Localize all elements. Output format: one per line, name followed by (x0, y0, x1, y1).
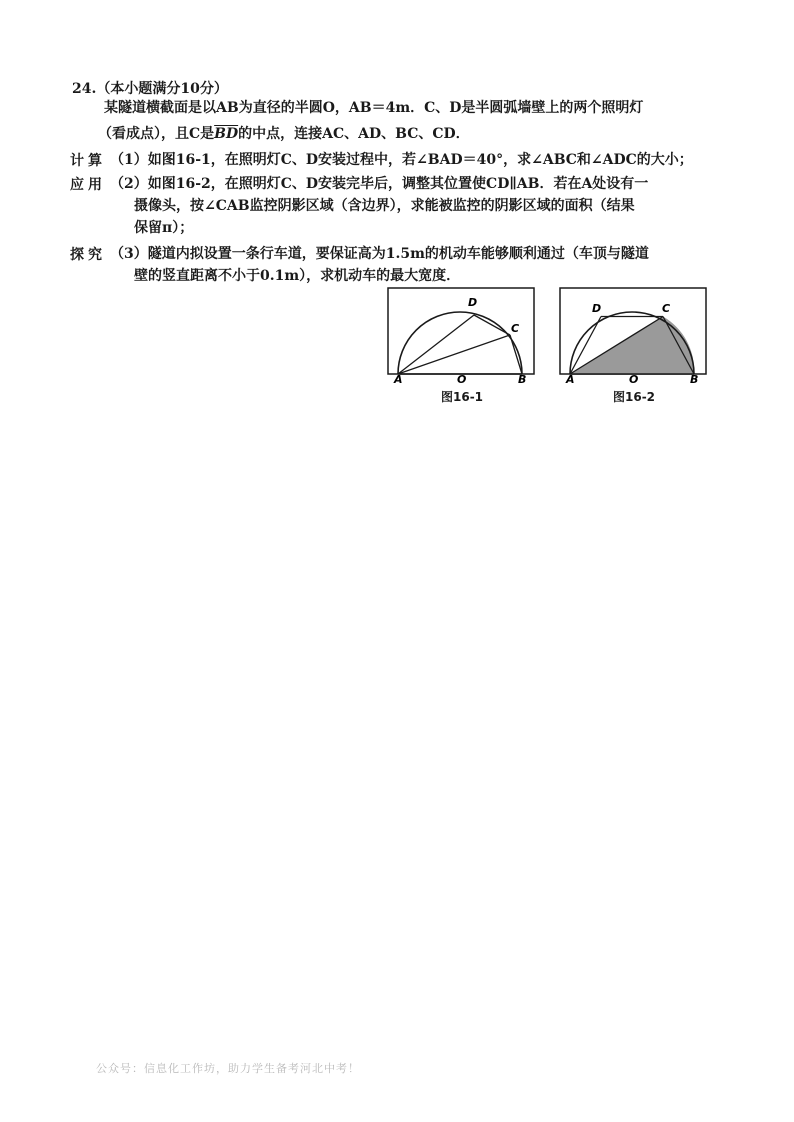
label-a: A (566, 373, 575, 384)
question-header: 24.（本小题满分10分） (72, 81, 228, 97)
label-d: D (468, 296, 478, 309)
figure-16-2 (554, 284, 712, 384)
label-b: B (690, 373, 699, 384)
label-c: C (662, 302, 671, 315)
figure-16-1-caption: 图16-1 (441, 390, 484, 404)
stem-line-1: 某隧道横截面是以AB为直径的半圆O，AB＝4m．C、D是半圆弧墙壁上的两个照明灯 (104, 100, 644, 116)
label-a: A (394, 373, 403, 384)
label-d: D (592, 302, 602, 315)
label-o: O (457, 373, 467, 384)
label-b: B (518, 373, 527, 384)
part-2-line-2: 摄像头，按∠CAB监控阴影区域（含边界），求能被监控的阴影区域的面积（结果 (134, 198, 635, 214)
stem-line-2-b: 的中点，连接AC、AD、BC、CD． (238, 126, 470, 142)
part-3-line-1: （3）隧道内拟设置一条行车道，要保证高为1.5m的机动车能够顺利通过（车顶与隧道 (110, 246, 649, 262)
side-label-calc: 计算 (70, 153, 106, 169)
semicircle-arc (398, 312, 522, 374)
segment-ad (398, 315, 474, 374)
figure-16-1 (382, 284, 540, 384)
side-label-explore: 探究 (70, 247, 106, 263)
shaded-region (570, 317, 694, 375)
label-o: O (629, 373, 639, 384)
stem-line-2-a: （看成点），且C是 (98, 126, 215, 142)
segment-ac (398, 335, 510, 374)
label-c: C (511, 322, 520, 335)
arc-bd: $\overline{BD}$ (214, 126, 239, 142)
segment-cd (474, 315, 510, 335)
part-3-line-2: 壁的竖直距离不小于0.1m），求机动车的最大宽度． (134, 268, 461, 284)
footer-watermark: 公众号：信息化工作坊，助力学生备考河北中考！ (96, 1062, 360, 1075)
figure-16-2-caption: 图16-2 (613, 390, 656, 404)
stem-line-2 (98, 124, 470, 144)
part-1: （1）如图16-1，在照明灯C、D安装过程中，若∠BAD＝40°，求∠ABC和∠ADC的大小； (110, 152, 693, 168)
part-2-line-1: （2）如图16-2，在照明灯C、D安装完毕后，调整其位置使CD∥AB．若在A处设有一 (110, 176, 649, 192)
figure-16-1-svg (382, 284, 540, 384)
part-2-line-3: 保留π）； (134, 220, 194, 236)
side-label-apply: 应用 (70, 177, 106, 193)
figure-16-2-svg (554, 284, 712, 384)
segment-bc (510, 335, 522, 374)
